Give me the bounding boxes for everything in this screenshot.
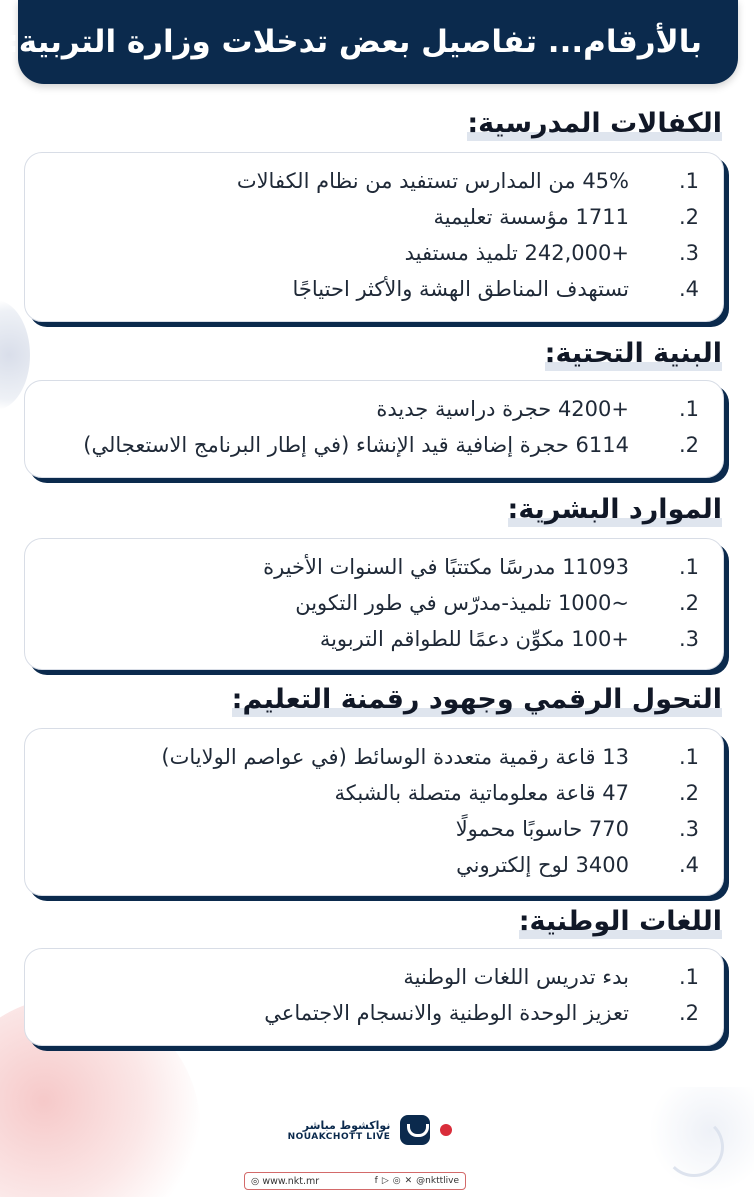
list-item: 2. تعزيز الوحدة الوطنية والانسجام الاجتماعي <box>264 1001 699 1025</box>
brand-name-english: NOUAKCHOTT LIVE <box>287 1131 391 1142</box>
list-item: 2. 1711 مؤسسة تعليمية <box>433 205 699 229</box>
decorative-arc-bottom-right <box>664 1117 724 1177</box>
list-item: 4. تستهدف المناطق الهشة والأكثر احتياجًا <box>292 277 699 301</box>
instagram-icon[interactable]: ◎ <box>392 1176 401 1186</box>
list-item: 1. +4200 حجرة دراسية جديدة <box>376 397 699 421</box>
website-link[interactable]: ◎ www.nkt.mr <box>251 1175 320 1187</box>
section-card-digital-transformation <box>24 728 724 896</box>
list-item: 2. ~1000 تلميذ-مدرّس في طور التكوين <box>295 591 699 615</box>
brand-mark-icon <box>400 1115 430 1145</box>
brand-logo <box>270 1110 470 1150</box>
list-item: 1. بدء تدريس اللغات الوطنية <box>403 965 699 989</box>
section-title-digital-transformation: التحول الرقمي وجهود رقمنة التعليم: <box>231 684 722 715</box>
list-item: 1. 11093 مدرسًا مكتتبًا في السنوات الأخيرة <box>263 555 699 579</box>
brand-name-arabic: نواكشوط مباشر <box>302 1118 391 1132</box>
list-item: 2. 47 قاعة معلوماتية متصلة بالشبكة <box>334 781 699 805</box>
facebook-icon[interactable]: f <box>374 1176 378 1186</box>
page-title: بالأرقام... تفاصيل بعض تدخلات وزارة التربية: <box>6 24 702 60</box>
header-banner <box>6 0 738 84</box>
x-icon[interactable]: ✕ <box>404 1176 413 1186</box>
list-item: 1. 45% من المدارس تستفيد من نظام الكفالات <box>236 169 699 193</box>
list-item: 3. +242,000 تلميذ مستفيد <box>404 241 699 265</box>
section-title-human-resources: الموارد البشرية: <box>507 494 722 525</box>
section-card-infrastructure <box>24 380 724 478</box>
section-title-school-sponsorship: الكفالات المدرسية: <box>467 108 722 139</box>
list-item: 3. 770 حاسوبًا محمولًا <box>455 817 699 841</box>
footer-contact-bar <box>244 1172 466 1190</box>
section-card-school-sponsorship <box>24 152 724 322</box>
list-item: 2. 6114 حجرة إضافية قيد الإنشاء (في إطار البرنامج الاستعجالي) <box>83 433 699 457</box>
list-item: 1. 13 قاعة رقمية متعددة الوسائط (في عواصم الولايات) <box>161 745 699 769</box>
section-title-national-languages: اللغات الوطنية: <box>518 906 722 937</box>
section-card-human-resources <box>24 538 724 670</box>
list-item: 4. 3400 لوح إلكتروني <box>456 853 699 877</box>
social-handle[interactable]: @nkttlive <box>416 1176 459 1186</box>
social-icons <box>375 1176 459 1186</box>
list-item: 3. +100 مكوِّن دعمًا للطواقم التربوية <box>319 627 699 651</box>
brand-wordmark <box>288 1119 391 1142</box>
brand-dot-icon <box>440 1124 452 1136</box>
section-title-infrastructure: البنية التحتية: <box>544 338 722 369</box>
section-card-national-languages <box>24 948 724 1046</box>
youtube-icon[interactable]: ▷ <box>381 1176 389 1186</box>
